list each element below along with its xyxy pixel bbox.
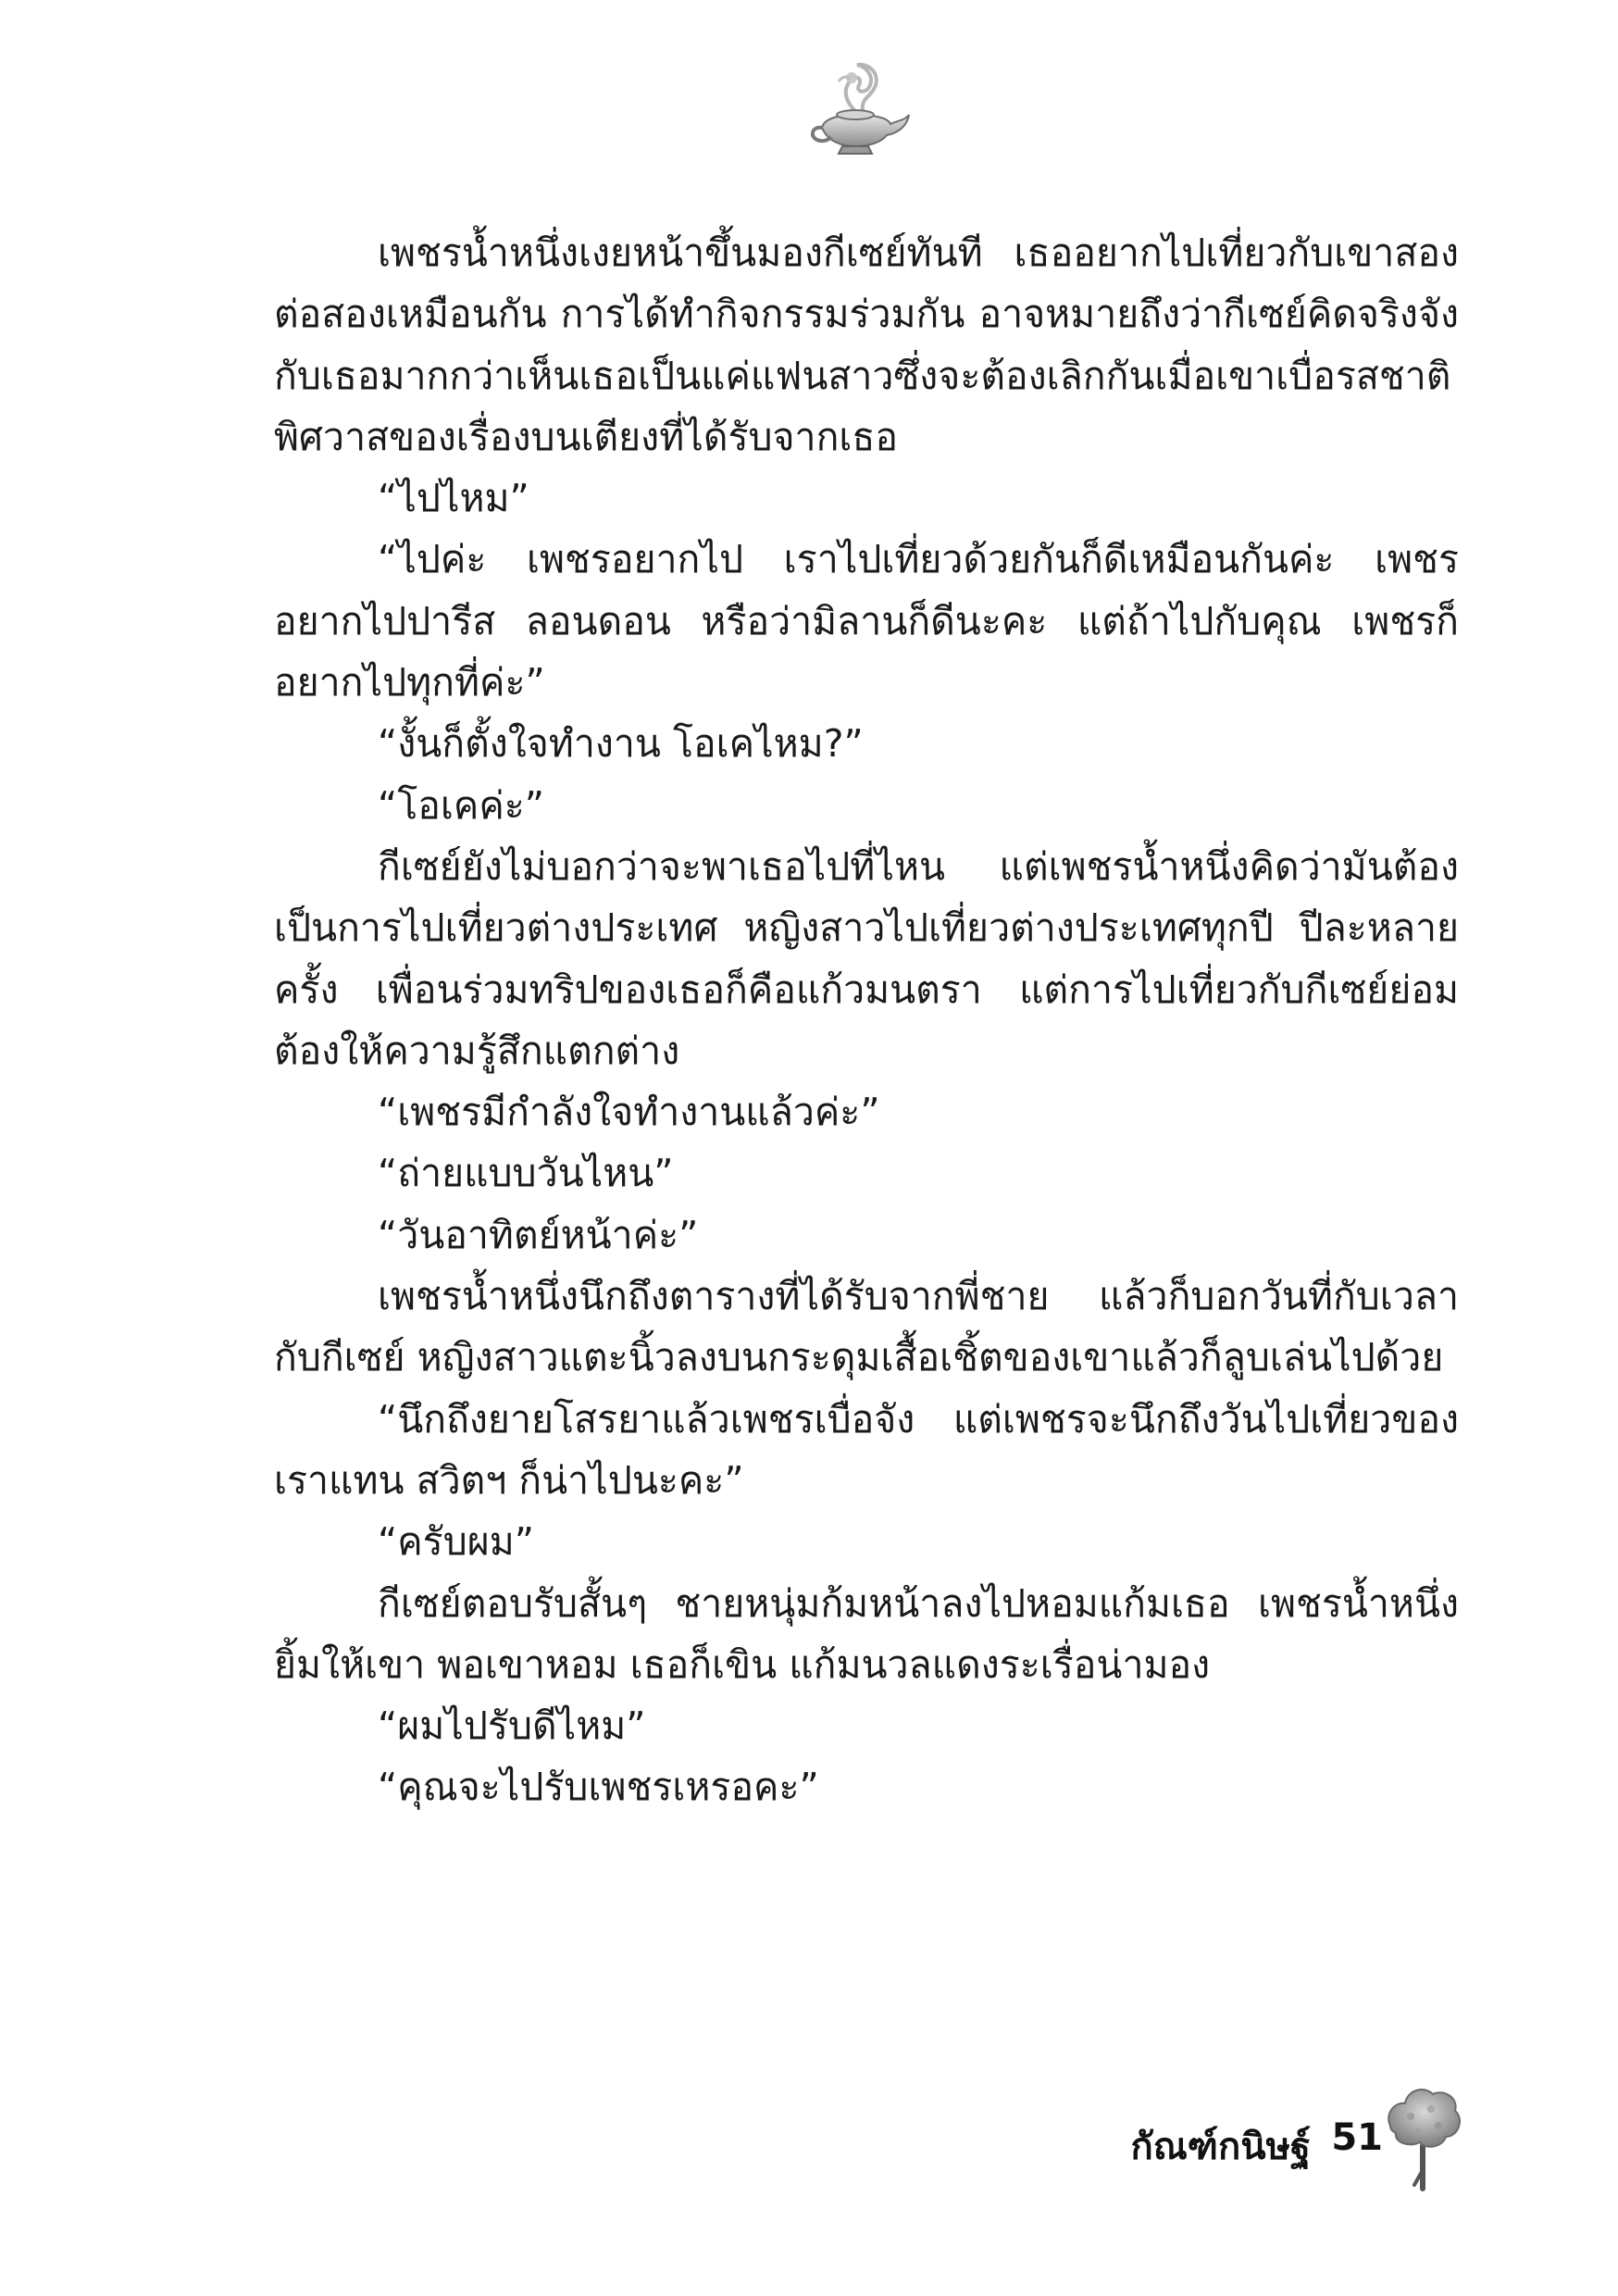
tree-icon [1383, 2081, 1462, 2192]
paragraph: “ผมไปรับดีไหม” [378, 1703, 646, 1749]
body-text [274, 222, 1459, 1818]
paragraph: “โอเคค่ะ” [378, 782, 545, 828]
page-footer [1018, 2081, 1462, 2202]
paragraph: เพชรน้ำหนึ่งนึกถึงตารางที่ได้รับจากพี่ชาย แล้วก็บอกวันที่กับเวลากับกีเซย์ หญิงสาวแตะนิ้วลงบนกระดุมเสื้อเชิ้ตของเขาแล้วก็ลูบเล่นไปด้วย [274, 1274, 1459, 1380]
paragraph: เพชรน้ำหนึ่งเงยหน้าขึ้นมองกีเซย์ทันที เธออยากไปเที่ยวกับเขาสองต่อสองเหมือนกัน การได้ทำกิจกรรมร่วมกัน อาจหมายถึงว่ากีเซย์คิดจริงจังกับเธอมากกว่าเห็นเธอเป็นแค่แฟนสาวซึ่งจะต้องเลิกกันเมื่อเขาเบื่อรสชาติพิศวาสของเรื่องบนเตียงที่ได้รับจากเธอ [274, 231, 1459, 459]
paragraph: “นึกถึงยายโสรยาแล้วเพชรเบื่อจัง แต่เพชรจะนึกถึงวันไปเที่ยวของเราแทน สวิตฯ ก็น่าไปนะคะ” [274, 1396, 1459, 1503]
author-name: กัณฑ์กนิษฐ์ [1130, 2126, 1311, 2168]
paragraph: “ไปไหม” [378, 476, 529, 521]
paragraph: “ถ่ายแบบวันไหน” [378, 1151, 674, 1196]
paragraph: “เพชรมีกำลังใจทำงานแล้วค่ะ” [378, 1090, 880, 1135]
paragraph: “วันอาทิตย์หน้าค่ะ” [378, 1212, 699, 1257]
genie-lamp-icon [802, 54, 913, 165]
page-number: 51 [1331, 2116, 1383, 2159]
paragraph: “งั้นก็ตั้งใจทำงาน โอเคไหม?” [378, 721, 864, 767]
paragraph: “ครับผม” [378, 1519, 535, 1565]
paragraph: “ไปค่ะ เพชรอยากไป เราไปเที่ยวด้วยกันก็ดีเหมือนกันค่ะ เพชรอยากไปปารีส ลอนดอน หรือว่ามิลานก็ดีนะคะ แต่ถ้าไปกับคุณ เพชรก็อยากไปทุกที่ค่ะ” [274, 537, 1459, 705]
paragraph: “คุณจะไปรับเพชรเหรอคะ” [378, 1765, 819, 1810]
paragraph: กีเซย์ยังไม่บอกว่าจะพาเธอไปที่ไหน แต่เพชรน้ำหนึ่งคิดว่ามันต้องเป็นการไปเที่ยวต่างประเทศ หญิงสาวไปเที่ยวต่างประเทศทุกปี ปีละหลายครั้ง เพื่อนร่วมทริปของเธอก็คือแก้วมนตรา แต่การไปเที่ยวกับกีเซย์ย่อมต้องให้ความรู้สึกแตกต่าง [274, 843, 1459, 1073]
paragraph: กีเซย์ตอบรับสั้นๆ ชายหนุ่มก้มหน้าลงไปหอมแก้มเธอ เพชรน้ำหนึ่งยิ้มให้เขา พอเขาหอม เธอก็เขิน แก้มนวลแดงระเรื่อน่ามอง [274, 1580, 1459, 1687]
